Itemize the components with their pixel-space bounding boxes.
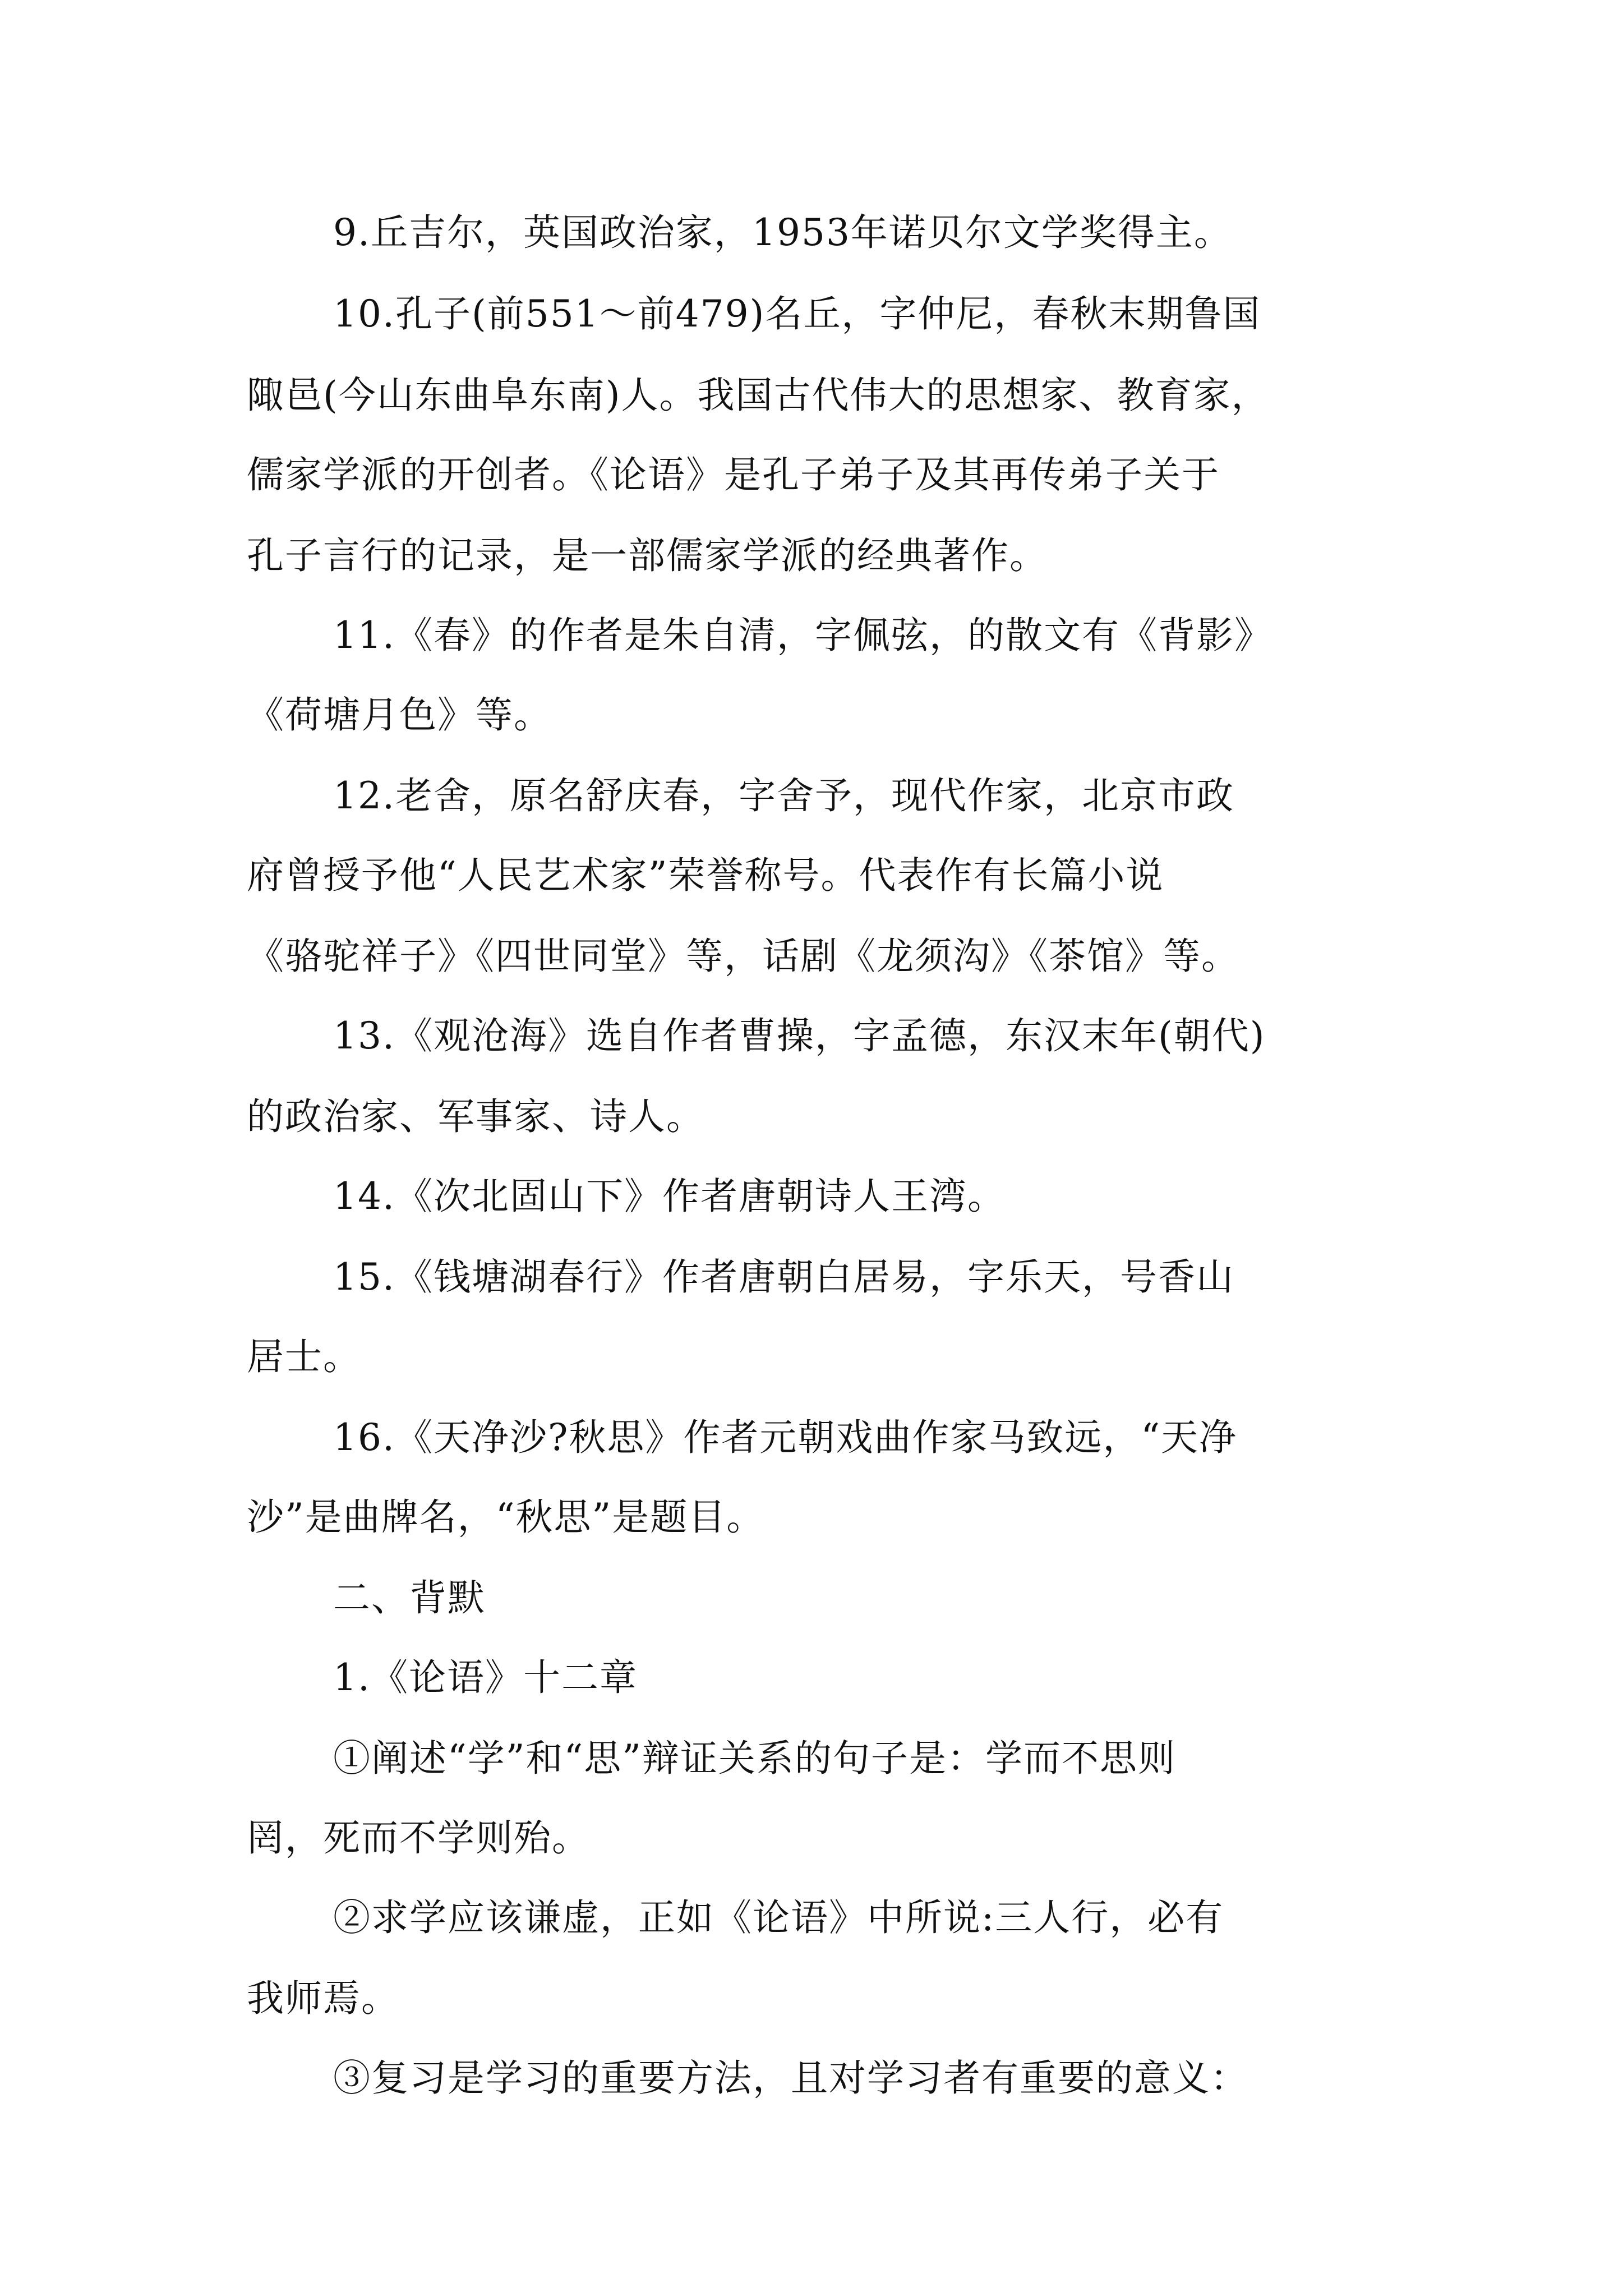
text-line: 11.《春》的作者是朱自清，字佩弦，的散文有《背影》 — [333, 614, 1272, 657]
text-line: 陬邑(今山东曲阜东南)人。我国古代伟大的思想家、教育家， — [247, 374, 1270, 417]
text-line: 孔子言行的记录，是一部儒家学派的经典著作。 — [247, 534, 1048, 577]
text-line: 罔，死而不学则殆。 — [247, 1816, 590, 1860]
section-heading: 二、背默 — [333, 1576, 486, 1619]
text-line: 10.孔子(前551～前479)名丘，字仲尼，春秋末期鲁国 — [333, 292, 1261, 335]
subsection-heading: 1.《论语》十二章 — [333, 1656, 638, 1699]
text-line: 《荷塘月色》等。 — [247, 693, 552, 737]
text-line: 15.《钱塘湖春行》作者唐朝白居易，字乐天，号香山 — [333, 1255, 1234, 1299]
text-line: 9.丘吉尔，英国政治家，1953年诺贝尔文学奖得主。 — [333, 211, 1232, 254]
text-line: 的政治家、军事家、诗人。 — [247, 1095, 704, 1138]
text-line: 14.《次北固山下》作者唐朝诗人王湾。 — [333, 1175, 1006, 1218]
text-line: ①阐述“学”和“思”辩证关系的句子是：学而不思则 — [333, 1737, 1176, 1780]
text-line: 16.《天净沙?秋思》作者元朝戏曲作家马致远，“天净 — [333, 1416, 1238, 1459]
text-line: 12.老舍，原名舒庆春，字舍予，现代作家，北京市政 — [333, 774, 1234, 817]
text-line: 沙”是曲牌名，“秋思”是题目。 — [247, 1496, 765, 1539]
text-line: ③复习是学习的重要方法，且对学习者有重要的意义： — [333, 2056, 1248, 2100]
text-line: 府曾授予他“人民艺术家”荣誉称号。代表作有长篇小说 — [247, 854, 1164, 897]
text-line: 居士。 — [247, 1335, 361, 1378]
text-line: 《骆驼祥子》《四世同堂》等，话剧《龙须沟》《茶馆》等。 — [247, 935, 1239, 978]
text-line: 儒家学派的开创者。《论语》是孔子弟子及其再传弟子关于 — [247, 453, 1220, 496]
text-line: 我师焉。 — [247, 1977, 399, 2020]
text-line: ②求学应该谦虚，正如《论语》中所说:三人行，必有 — [333, 1896, 1224, 1939]
text-line: 13.《观沧海》选自作者曹操，字孟德，东汉末年(朝代) — [333, 1014, 1266, 1057]
